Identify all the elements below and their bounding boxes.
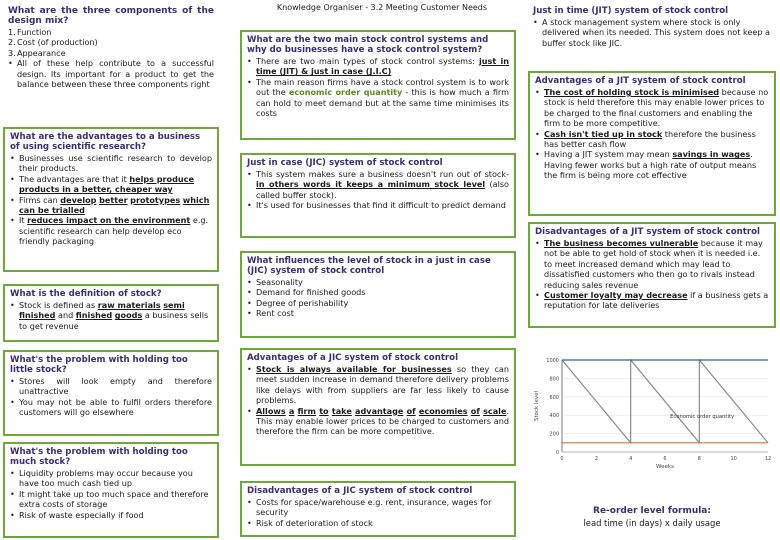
series-line-stock-level [562, 360, 768, 443]
y-tick-label: 1000 [546, 358, 559, 364]
stock-level-chart [528, 352, 776, 472]
too-much-stock-title: What's the problem with holding too much stock? [10, 447, 188, 467]
list-item: • A stock management system where stock is only delivered when its needed. This system does not keep a buffer stock like JIC. [533, 17, 771, 48]
jit-disadvantages-title: Disadvantages of a JIT system of stock control [535, 227, 760, 237]
list-item: • The advantages are that it helps produce products in a better, cheaper way [10, 173, 194, 195]
x-axis-label: Weeks [656, 464, 674, 470]
y-tick-label: 200 [549, 431, 559, 438]
scientific-research-box [3, 127, 219, 272]
y-tick-label: 800 [549, 376, 559, 383]
list-item: • Stock is defined as raw materials semi finished and finished goods a business sells to get revenue [10, 300, 209, 331]
list-item: • Businesses use scientific research to develop their products. [10, 153, 212, 174]
list-item: • Having a JIT system may mean savings in wages. Having fewer works but a high rate of output means the firm is being more cot effective [535, 149, 757, 181]
jic-title: Just in case (JIC) system of stock control [247, 158, 443, 168]
formula-box [528, 474, 776, 536]
jic-advantages-title: Advantages of a JIC system of stock control [247, 353, 459, 363]
list-item: • Risk of waste especially if food [10, 509, 144, 520]
list-item: • The business becomes vulnerable because it may not be able to get hold of stock when it is needed i.e. to meet increased demand which may lead to dissatisfied customers who then go to rivals instead reducing sales revenue [535, 238, 763, 290]
jit-title: Just in time (JIT) system of stock control [533, 6, 729, 16]
list-item: • Liquidity problems may occur because you have too much cash tied up [10, 468, 193, 489]
x-tick-label: 2 [594, 456, 598, 462]
jit-advantages-box [528, 71, 776, 216]
list-item: • Cash isn't tied up in stock therefore the business has better cash flow [535, 128, 756, 150]
jic-box [240, 153, 516, 238]
too-little-stock-box [3, 350, 219, 436]
page-title: Knowledge Organiser - 3.2 Meeting Customer Needs [276, 3, 488, 12]
influences-title: What influences the level of stock in a just in case (JIC) system of stock control [247, 256, 491, 276]
x-tick-label: 12 [764, 456, 772, 462]
y-axis-label: Stock level [534, 390, 540, 422]
stock-systems-title: What are the two main stock control systems and why do businesses have a stock control system? [247, 35, 489, 55]
jit-disadvantages-box [528, 222, 776, 328]
list-item: • Allows a firm to take advantage of economies of scale. This may enable lower prices to be charged to customers and therefore the firm can be more competitive. [247, 405, 510, 437]
jic-advantages-box [240, 348, 516, 466]
jit-advantages-title: Advantages of a JIT system of stock control [535, 76, 746, 86]
list-item: • Costs for space/warehouse e.g. rent, insurance, wages for security [247, 497, 492, 518]
design-mix-title: What are the three components of the design mix? [8, 6, 214, 26]
list-item: • The main reason firms have a stock control system is to work out the economic order quantity - this is how much a firm can hold to meet demand but at the same time minimises its costs [247, 76, 509, 119]
formula-value: lead time (in days) x daily usage [583, 518, 721, 528]
chart-svg [528, 352, 776, 472]
list-item: • There are two main types of stock control systems: just in time (JIT) & just in case (J.I.C) [247, 56, 510, 77]
chart-annotation: Economic order quantity [670, 413, 735, 420]
list-item: • Seasonality [247, 277, 303, 287]
design-mix-item: 1. Function [8, 27, 52, 37]
list-item: • Degree of perishability [247, 297, 349, 308]
list-item: • Stock is always available for businesses so they can meet sudden increase in demand therefore delivery problems like delays with from suppliers are far less likely to cause problems. [247, 364, 510, 406]
list-item: • You may not be able to fulfil orders therefore customers will go elsewhere [10, 396, 212, 418]
list-item: • It reduces impact on the environment e.g. scientific research can help develop eco friendly packaging [10, 215, 209, 247]
too-little-stock-title: What's the problem with holding too little stock? [10, 355, 188, 375]
list-item: • It might take up too much space and therefore extra costs of storage [10, 488, 209, 510]
stock-definition-box [3, 284, 219, 342]
jit-box [528, 3, 776, 67]
x-tick-label: 6 [663, 456, 667, 462]
x-tick-label: 10 [730, 456, 737, 462]
list-item: • It's used for businesses that find it difficult to predict demand [247, 200, 506, 211]
jic-disadvantages-box [240, 481, 516, 537]
x-tick-label: 8 [697, 456, 701, 462]
design-mix-item: 2. Cost (of production) [8, 37, 98, 48]
list-item: • Customer loyalty may decrease if a business gets a reputation for late deliveries [535, 290, 769, 311]
y-tick-label: 400 [549, 413, 559, 420]
design-mix-item: 3. Appearance [8, 47, 66, 58]
influences-box [240, 251, 516, 338]
design-mix-box [3, 3, 219, 123]
list-item: • Rent cost [247, 308, 294, 319]
too-much-stock-box [3, 442, 219, 538]
list-item: • Risk of deterioration of stock [247, 517, 373, 528]
list-item: • Demand for finished goods [247, 287, 366, 298]
y-tick-label: 600 [549, 394, 559, 401]
y-tick-label: 0 [555, 450, 559, 456]
stock-systems-box [240, 30, 516, 140]
list-item: • The cost of holding stock is minimised because no stock is held therefore this may enable lower prices to be charged to the final customers and enabling the firm to be more competitive. [535, 87, 769, 129]
scientific-research-title: What are the advantages to a business of using scientific research? [10, 132, 201, 152]
list-item: • This system makes sure a business doesn't run out of stock- in others words it keeps a minimum stock level (also called buffer stock). [247, 169, 510, 200]
formula-title: Re-order level formula: [593, 506, 711, 516]
jic-disadvantages-title: Disadvantages of a JIC system of stock control [247, 486, 473, 496]
design-mix-note: • All of these help contribute to a successful design. Its important for a product to get the balance between these three components right [8, 58, 214, 90]
list-item: • Stores will look empty and therefore unattractive [10, 376, 212, 397]
list-item: • Firms can develop better prototypes which can be trialled [10, 194, 210, 216]
stock-definition-title: What is the definition of stock? [10, 289, 162, 299]
x-tick-label: 4 [629, 456, 633, 462]
x-tick-label: 0 [560, 456, 564, 462]
